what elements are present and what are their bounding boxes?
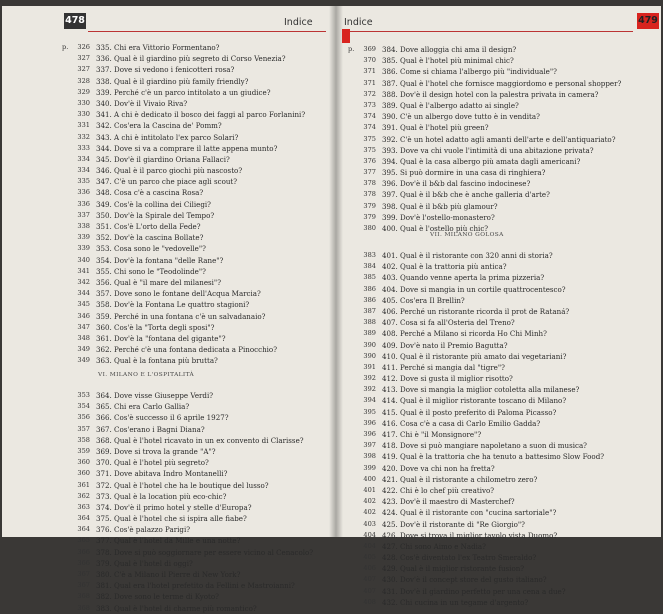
- entry-page-number: 360: [77, 469, 90, 478]
- entry-question: 360. Cos'è la "Torta degli sposi"?: [96, 322, 215, 332]
- entry-question: 407. Cosa si fa all'Osteria del Treno?: [382, 318, 515, 328]
- entry-question: 418. Dove si può mangiare napoletano a suon di musica?: [382, 441, 587, 451]
- right-section-title: VII. MILANO GOLOSA: [430, 232, 504, 238]
- entry-question: 352. Dov'è la cascina Bollate?: [96, 233, 204, 243]
- entry-question: 341. A chi è dedicato il bosco dei faggi al parco Forlanini?: [96, 110, 306, 120]
- entry-page-number: 366: [77, 547, 90, 556]
- entry-page-number: 373: [363, 100, 376, 109]
- right-header-marker: [342, 29, 350, 43]
- entry-question: 348. Cosa c'è a cascina Rosa?: [96, 188, 204, 198]
- entry-page-number: 344: [77, 289, 90, 298]
- entry-question: 337. Dove si vedono i fenicotteri rosa?: [96, 65, 235, 75]
- entry-question: 384. Dove alloggia chi ama il design?: [382, 45, 517, 54]
- entry-page-number: 375: [363, 134, 376, 143]
- entry-question: 425. Dov'è il ristorante di "Re Giorgio"?: [382, 519, 525, 529]
- entry-page-number: 407: [363, 575, 376, 584]
- entry-question: 355. Chi sono le "Teodolinde"?: [96, 266, 206, 276]
- entry-question: 391. Qual è l'hotel più green?: [382, 123, 489, 133]
- entry-question: 353. Cosa sono le "vedovelle"?: [96, 244, 206, 254]
- entry-question: 417. Chi è "il Monsignore"?: [382, 430, 482, 439]
- entry-page-number: 345: [77, 300, 90, 309]
- entry-page-number: 386: [363, 295, 376, 304]
- entry-page-number: 378: [363, 179, 376, 188]
- entry-page-number: 390: [363, 351, 376, 360]
- entry-page-number: 375: [363, 145, 376, 154]
- entry-page-number: 384: [363, 262, 376, 271]
- entry-question: 350. Dov'è la Spirale del Tempo?: [96, 210, 215, 220]
- entry-page-number: 369: [363, 45, 376, 53]
- entry-page-number: 347: [77, 322, 90, 331]
- entry-page-number: 364: [77, 514, 90, 523]
- entry-question: 427. Chi sono Aimo e Nadia?: [382, 541, 486, 551]
- entry-page-number: 387: [363, 306, 376, 315]
- entry-question: 362. Perché c'è una fontana dedicata a Pinocchio?: [96, 345, 277, 355]
- entry-question: 345. Dov'è il giardino Oriana Fallaci?: [96, 154, 230, 164]
- entry-question: 406. Perché un ristorante ricorda il prot de Rataná?: [382, 306, 570, 316]
- entry-page-number: 362: [77, 491, 90, 500]
- entry-question: 340. Dov'è il Vivaio Riva?: [96, 98, 188, 108]
- entry-page-number: 405: [363, 553, 376, 562]
- entry-question: 392. C'è un hotel adatto agli amanti dell'arte e dell'antiquariato?: [382, 134, 616, 144]
- entry-page-number: 333: [77, 143, 90, 152]
- left-section-title: VI. MILANO E L'OSPITALITÀ: [98, 372, 195, 378]
- entry-page-number: 399: [363, 463, 376, 472]
- entry-page-number: 339: [77, 244, 90, 253]
- entry-question: 395. Si può dormire in una casa di ringhiera?: [382, 168, 546, 178]
- entry-question: 412. Dove si gusta il miglior risotto?: [382, 374, 513, 384]
- entry-question: 408. Perché a Milano si ricorda Ho Chi Minh?: [382, 329, 547, 339]
- left-header: [2, 16, 330, 30]
- entry-page-number: 371: [363, 78, 376, 87]
- entry-question: 382. Dove sono le terme di Kyoto?: [96, 592, 219, 602]
- entry-question: 422. Chi è lo chef più creativo?: [382, 485, 495, 495]
- entry-question: 381. Qual era l'hotel prefetito da Fellini e Mastroianni?: [96, 581, 295, 591]
- entry-page-number: 339: [77, 233, 90, 242]
- entry-page-number: 353: [77, 391, 90, 399]
- entry-page-number: 377: [363, 168, 376, 177]
- entry-page-number: 328: [77, 76, 90, 85]
- entry-page-number: 332: [77, 132, 90, 141]
- entry-page-number: 358: [77, 435, 90, 444]
- entry-question: 349. Cos'è la collina dei Ciliegi?: [96, 199, 211, 209]
- entry-page-number: 378: [363, 190, 376, 199]
- entry-question: 432. Chi cucina in un tegame d'argento?: [382, 597, 529, 607]
- entry-page-number: 390: [363, 340, 376, 349]
- entry-question: 402. Qual è la trattoria più antica?: [382, 262, 507, 272]
- entry-page-number: 389: [363, 329, 376, 338]
- entry-question: 385. Qual è l'hotel più minimal chic?: [382, 56, 514, 66]
- entry-question: 335. Chi era Vittorio Formentano?: [96, 43, 220, 52]
- entry-page-number: 365: [77, 536, 90, 545]
- entry-question: 420. Dove va chi non ha fretta?: [382, 463, 495, 473]
- entry-page-number: 330: [77, 98, 90, 107]
- entry-page-number: 364: [77, 525, 90, 534]
- entry-page-number: 383: [363, 251, 376, 259]
- entry-page-number: 342: [77, 277, 90, 286]
- entry-page-number: 400: [363, 474, 376, 483]
- entry-question: 389. Qual è l'albergo adatto ai single?: [382, 100, 519, 110]
- entry-question: 415. Qual è il posto preferito di Paloma Picasso?: [382, 407, 557, 417]
- entry-page-number: 326: [77, 43, 90, 51]
- entry-question: 380. C'è a Milano il Pierre di New York?: [96, 570, 241, 579]
- entry-page-number: 327: [77, 65, 90, 74]
- entry-question: 411. Perché si mangia dal "tigre"?: [382, 362, 505, 372]
- entry-page-number: 334: [77, 166, 90, 175]
- entry-question: 416. Cosa c'è a casa di Carlo Emilio Gadda?: [382, 418, 541, 428]
- entry-page-number: 396: [363, 418, 376, 427]
- entry-question: 424. Qual è il ristorante con "cucina sartoriale"?: [382, 508, 557, 518]
- entry-page-number: 397: [363, 441, 376, 450]
- entry-question: 375. Qual è l'hotel che si ispira alle fiabe?: [96, 514, 247, 524]
- entry-page-number: 349: [77, 356, 90, 365]
- entry-question: 373. Qual è la location più eco-chic?: [96, 491, 227, 501]
- entry-page-number: 337: [77, 210, 90, 219]
- entry-page-number: 363: [77, 502, 90, 511]
- left-page: [2, 6, 330, 613]
- entry-page-number: 404: [363, 541, 376, 550]
- right-header-rule: [342, 31, 633, 32]
- entry-page-number: 379: [363, 201, 376, 210]
- entry-page-number: 354: [77, 402, 90, 411]
- entry-page-number: 402: [363, 497, 376, 506]
- entry-page-number: 334: [77, 154, 90, 163]
- entry-page-number: 392: [363, 374, 376, 383]
- entry-question: 338. Qual è il giardino più family friendly?: [96, 76, 249, 86]
- entry-page-number: 394: [363, 396, 376, 405]
- entry-page-number: 391: [363, 362, 376, 371]
- entry-page-number: 379: [363, 212, 376, 221]
- entry-question: 359. Perché in una fontana c'è un salvadanaio?: [96, 311, 266, 321]
- entry-question: 346. Qual è il parco giochi più nascosto?: [96, 166, 243, 176]
- entry-question: 361. Dov'è la "fontana del gigante"?: [96, 333, 226, 343]
- left-page-number: 478: [64, 13, 86, 29]
- entry-question: 410. Qual è il ristorante più amato dai vegetariani?: [382, 351, 567, 361]
- left-header-rule: [88, 31, 326, 32]
- entry-page-number: 403: [363, 519, 376, 528]
- entry-question: 368. Qual è l'hotel ricavato in un ex convento di Clarisse?: [96, 435, 304, 445]
- entry-page-number: 367: [77, 570, 90, 578]
- entry-page-number: 361: [77, 480, 90, 489]
- entry-question: 365. Chi era Carlo Gallia?: [96, 402, 190, 412]
- entry-page-number: 396: [363, 430, 376, 438]
- entry-page-number: 374: [363, 112, 376, 121]
- entry-page-number: 372: [363, 89, 376, 98]
- entry-question: 354. Dov'è la fontana "delle Rane"?: [96, 255, 224, 265]
- entry-page-number: 338: [77, 222, 90, 230]
- entry-question: 421. Qual è il ristorante a chilometro zero?: [382, 474, 538, 484]
- entry-question: 414. Qual è il miglior ristorante toscano di Milano?: [382, 396, 567, 406]
- entry-question: 394. Qual è la casa albergo più amata dagli americani?: [382, 156, 581, 166]
- entry-question: 419. Qual è la trattoria che ha tenuto a battesimo Slow Food?: [382, 452, 605, 462]
- entry-page-number: 368: [77, 603, 90, 612]
- entry-page-number: 374: [363, 123, 376, 132]
- entry-question: 339. Perché c'è un parco intitolato a un giudice?: [96, 87, 271, 97]
- entry-question: 413. Dove si mangia la miglior cotoletta alla milanese?: [382, 385, 580, 395]
- entry-question: 376. Cos'è palazzo Parigi?: [96, 525, 191, 535]
- entry-question: 390. C'è un albergo dove tutto è in vendita?: [382, 112, 540, 122]
- entry-question: 372. Qual è l'hotel che ha le boutique del lusso?: [96, 480, 269, 490]
- entry-question: 430. Dov'è il concept store del gusto italiano?: [382, 575, 547, 585]
- entry-question: 366. Cos'è successo il 6 aprile 1927?: [96, 413, 229, 423]
- entry-page-number: 330: [77, 110, 90, 119]
- entry-question: 357. Dove sono le fontane dell'Acqua Marcia?: [96, 289, 261, 299]
- entry-question: 377. Qual è l'hotel da Mille e una notte?: [96, 536, 241, 546]
- entry-question: 431. Dov'è il giardino perfetto per una cena a due?: [382, 586, 566, 596]
- left-header-title: Indice: [284, 17, 313, 28]
- entry-page-number: 398: [363, 452, 376, 461]
- entry-page-number: 388: [363, 318, 376, 327]
- entry-question: 367. Cos'erano i Bagni Diana?: [96, 424, 205, 434]
- entry-page-number: 370: [363, 56, 376, 65]
- right-page: [340, 6, 661, 607]
- right-page-number: 479: [637, 13, 659, 29]
- entry-question: 342. Cos'era la Cascina de' Pomm?: [96, 121, 222, 131]
- right-header: [340, 16, 661, 30]
- entry-page-number: 349: [77, 345, 90, 354]
- entry-question: 396. Dov'è il b&b dal fascino indocinese?: [382, 179, 531, 189]
- entry-question: 423. Dov'è il maestro di Masterchef?: [382, 497, 515, 507]
- entry-page-number: 336: [77, 188, 90, 197]
- entry-question: 409. Dov'è nato il Premio Bagutta?: [382, 340, 508, 350]
- entry-page-number: 404: [363, 530, 376, 539]
- entry-question: 426. Dove si trova il miglior tavolo vista Duomo?: [382, 530, 558, 540]
- entry-question: 358. Dov'è la Fontana Le quattro stagioni?: [96, 300, 250, 310]
- entry-question: 379. Qual è l'hotel di oggi?: [96, 558, 193, 568]
- entry-page-number: 386: [363, 284, 376, 293]
- entry-question: 371. Dove abitava Indro Montanelli?: [96, 469, 228, 479]
- entry-page-number: 406: [363, 564, 376, 573]
- entry-question: 405. Cos'era Il Brellin?: [382, 295, 465, 305]
- book-spread: [2, 6, 661, 613]
- entry-page-number: 329: [77, 87, 90, 96]
- entry-page-number: 402: [363, 508, 376, 517]
- right-header-title: Indice: [344, 17, 373, 28]
- entry-question: 400. Qual è l'ostello più chic?: [382, 224, 489, 233]
- entry-page-number: 392: [363, 385, 376, 394]
- page-prefix: p.: [348, 45, 355, 53]
- entry-page-number: 356: [77, 413, 90, 422]
- entry-page-number: 401: [363, 485, 376, 494]
- entry-page-number: 376: [363, 156, 376, 165]
- entry-question: 388. Dov'è il design hotel con la palestra privata in camera?: [382, 89, 599, 99]
- entry-question: 356. Qual è "il mare del milanesi"?: [96, 277, 221, 287]
- entry-question: 393. Dove va chi vuole l'intimità di una abitazione privata?: [382, 145, 594, 155]
- entry-question: 344. Dove si va a comprare il latte appena munto?: [96, 143, 278, 153]
- entry-question: 374. Dov'è il primo hotel y stelle d'Europa?: [96, 502, 252, 512]
- entry-page-number: 380: [363, 224, 376, 232]
- entry-question: 347. C'è un parco che piace agli scout?: [96, 177, 238, 187]
- entry-page-number: 346: [77, 311, 90, 320]
- entry-page-number: 331: [77, 121, 90, 130]
- entry-question: 403. Quando venne aperta la prima pizzeria?: [382, 273, 545, 283]
- entry-page-number: 367: [77, 581, 90, 590]
- entry-page-number: 385: [363, 273, 376, 282]
- entry-question: 378. Dove si può soggiornare per essere vicino al Cenacolo?: [96, 547, 314, 557]
- entry-question: 351. Cos'è L'orto della Fede?: [96, 222, 201, 231]
- entry-question: 387. Qual è l'hotel che fornisce maggiordomo e personal shopper?: [382, 78, 622, 88]
- entry-page-number: 336: [77, 199, 90, 208]
- entry-question: 336. Qual è il giardino più segreto di Corso Venezia?: [96, 54, 286, 64]
- entry-page-number: 360: [77, 458, 90, 467]
- entry-question: 386. Come si chiama l'albergo più "individuale"?: [382, 67, 557, 77]
- entry-question: 343. A chi è intitolato l'ex parco Solari?: [96, 132, 239, 142]
- entry-question: 401. Qual è il ristorante con 320 anni di storia?: [382, 251, 553, 260]
- page-prefix: p.: [62, 43, 69, 51]
- entry-question: 383. Qual è l'hotel di charme più romantico?: [96, 603, 257, 613]
- entry-page-number: 341: [77, 266, 90, 275]
- entry-page-number: 368: [77, 592, 90, 601]
- entry-question: 364. Dove visse Giuseppe Verdi?: [96, 391, 214, 400]
- entry-page-number: 348: [77, 333, 90, 342]
- entry-page-number: 407: [363, 586, 376, 595]
- entry-question: 428. Cos'è diventato l'ex Teatro Smeraldo?: [382, 553, 537, 563]
- entry-question: 397. Qual è il b&b che è anche galleria d'arte?: [382, 190, 550, 200]
- entry-question: 429. Qual è il miglior ristorante fusion?: [382, 564, 525, 574]
- entry-page-number: 357: [77, 424, 90, 433]
- entry-page-number: 408: [363, 597, 376, 606]
- entry-question: 370. Qual è l'hotel più segreto?: [96, 458, 209, 468]
- entry-page-number: 335: [77, 177, 90, 186]
- entry-question: 399. Dov'è l'ostello-monastero?: [382, 212, 495, 222]
- entry-page-number: 340: [77, 255, 90, 264]
- entry-question: 369. Dove si trova la grande "A"?: [96, 446, 216, 456]
- entry-page-number: 395: [363, 407, 376, 416]
- entry-page-number: 327: [77, 54, 90, 63]
- entry-question: 398. Qual è il b&b più glamour?: [382, 201, 498, 211]
- entry-question: 363. Qual è la fontana più brutta?: [96, 356, 218, 366]
- entry-page-number: 359: [77, 446, 90, 455]
- entry-question: 404. Dove si mangia in un cortile quattrocentesco?: [382, 284, 566, 294]
- entry-page-number: 366: [77, 558, 90, 567]
- entry-page-number: 371: [363, 67, 376, 76]
